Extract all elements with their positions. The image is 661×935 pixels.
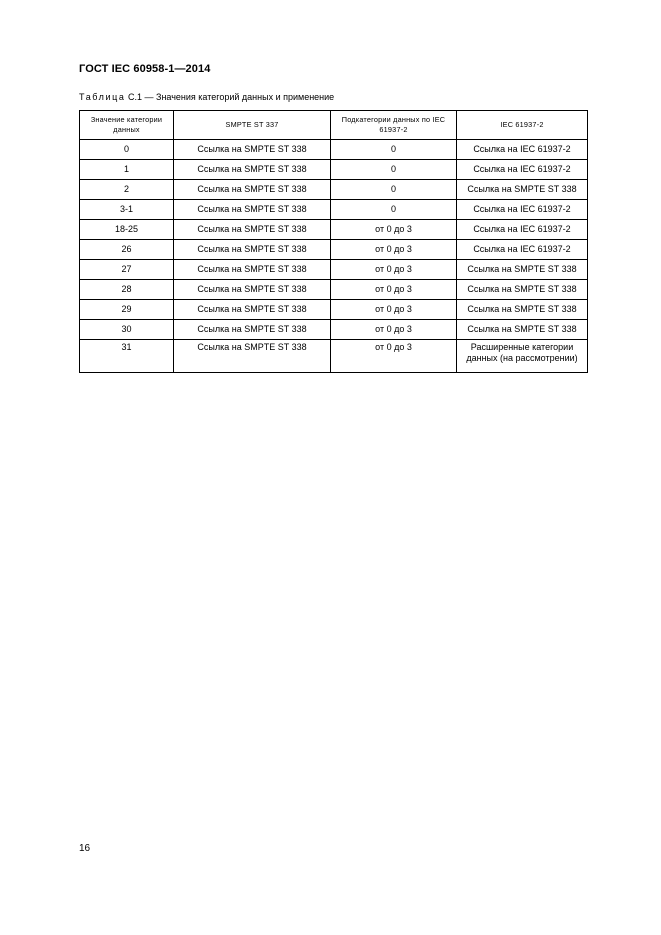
cell-data-subcategory: от 0 до 3 bbox=[331, 240, 457, 260]
table-caption-prefix: Таблица bbox=[79, 92, 126, 102]
table-caption bbox=[79, 92, 334, 102]
cell-smpte-st-337: Ссылка на SMPTE ST 338 bbox=[174, 340, 331, 373]
cell-category-value: 30 bbox=[80, 320, 174, 340]
cell-data-subcategory: от 0 до 3 bbox=[331, 320, 457, 340]
cell-category-value: 3-1 bbox=[80, 200, 174, 220]
cell-iec-61937-2: Ссылка на IEC 61937-2 bbox=[457, 220, 588, 240]
table-row bbox=[80, 260, 588, 280]
table-row bbox=[80, 340, 588, 373]
table-row bbox=[80, 180, 588, 200]
table-row bbox=[80, 280, 588, 300]
header-data-subcategories: Подкатегории данных по IEC 61937-2 bbox=[331, 111, 457, 140]
cell-iec-61937-2: Ссылка на IEC 61937-2 bbox=[457, 200, 588, 220]
cell-category-value: 27 bbox=[80, 260, 174, 280]
table-row bbox=[80, 300, 588, 320]
cell-iec-61937-2: Ссылка на IEC 61937-2 bbox=[457, 140, 588, 160]
cell-smpte-st-337: Ссылка на SMPTE ST 338 bbox=[174, 320, 331, 340]
cell-smpte-st-337: Ссылка на SMPTE ST 338 bbox=[174, 180, 331, 200]
cell-smpte-st-337: Ссылка на SMPTE ST 338 bbox=[174, 300, 331, 320]
cell-category-value: 2 bbox=[80, 180, 174, 200]
cell-smpte-st-337: Ссылка на SMPTE ST 338 bbox=[174, 240, 331, 260]
header-iec-61937-2: IEC 61937-2 bbox=[457, 111, 588, 140]
table-row bbox=[80, 140, 588, 160]
cell-iec-61937-2: Ссылка на SMPTE ST 338 bbox=[457, 280, 588, 300]
cell-data-subcategory: 0 bbox=[331, 160, 457, 180]
cell-category-value: 1 bbox=[80, 160, 174, 180]
cell-smpte-st-337: Ссылка на SMPTE ST 338 bbox=[174, 140, 331, 160]
table-header-row bbox=[80, 111, 588, 140]
table-row bbox=[80, 200, 588, 220]
cell-category-value: 26 bbox=[80, 240, 174, 260]
cell-category-value: 18-25 bbox=[80, 220, 174, 240]
header-smpte-st-337: SMPTE ST 337 bbox=[174, 111, 331, 140]
cell-iec-61937-2: Ссылка на SMPTE ST 338 bbox=[457, 300, 588, 320]
cell-smpte-st-337: Ссылка на SMPTE ST 338 bbox=[174, 260, 331, 280]
cell-iec-61937-2: Расширенные категории данных (на рассмотрении) bbox=[457, 340, 588, 373]
cell-data-subcategory: от 0 до 3 bbox=[331, 220, 457, 240]
cell-iec-61937-2: Ссылка на IEC 61937-2 bbox=[457, 240, 588, 260]
cell-category-value: 29 bbox=[80, 300, 174, 320]
cell-data-subcategory: 0 bbox=[331, 200, 457, 220]
cell-smpte-st-337: Ссылка на SMPTE ST 338 bbox=[174, 160, 331, 180]
cell-category-value: 0 bbox=[80, 140, 174, 160]
document-header-title: ГОСТ IEC 60958-1—2014 bbox=[79, 63, 211, 75]
cell-smpte-st-337: Ссылка на SMPTE ST 338 bbox=[174, 280, 331, 300]
cell-iec-61937-2: Ссылка на SMPTE ST 338 bbox=[457, 180, 588, 200]
header-category-value: Значение категории данных bbox=[80, 111, 174, 140]
cell-data-subcategory: от 0 до 3 bbox=[331, 300, 457, 320]
table-row bbox=[80, 240, 588, 260]
cell-iec-61937-2: Ссылка на SMPTE ST 338 bbox=[457, 260, 588, 280]
cell-data-subcategory: от 0 до 3 bbox=[331, 280, 457, 300]
cell-iec-61937-2: Ссылка на IEC 61937-2 bbox=[457, 160, 588, 180]
cell-data-subcategory: от 0 до 3 bbox=[331, 340, 457, 373]
cell-iec-61937-2: Ссылка на SMPTE ST 338 bbox=[457, 320, 588, 340]
cell-smpte-st-337: Ссылка на SMPTE ST 338 bbox=[174, 220, 331, 240]
cell-data-subcategory: 0 bbox=[331, 180, 457, 200]
table-row bbox=[80, 220, 588, 240]
table-row bbox=[80, 320, 588, 340]
table-row bbox=[80, 160, 588, 180]
cell-category-value: 28 bbox=[80, 280, 174, 300]
cell-data-subcategory: от 0 до 3 bbox=[331, 260, 457, 280]
page-number: 16 bbox=[79, 843, 91, 854]
cell-data-subcategory: 0 bbox=[331, 140, 457, 160]
data-category-table bbox=[79, 110, 588, 373]
cell-smpte-st-337: Ссылка на SMPTE ST 338 bbox=[174, 200, 331, 220]
table-caption-text: С.1 — Значения категорий данных и применение bbox=[125, 92, 335, 102]
cell-category-value: 31 bbox=[80, 340, 174, 373]
